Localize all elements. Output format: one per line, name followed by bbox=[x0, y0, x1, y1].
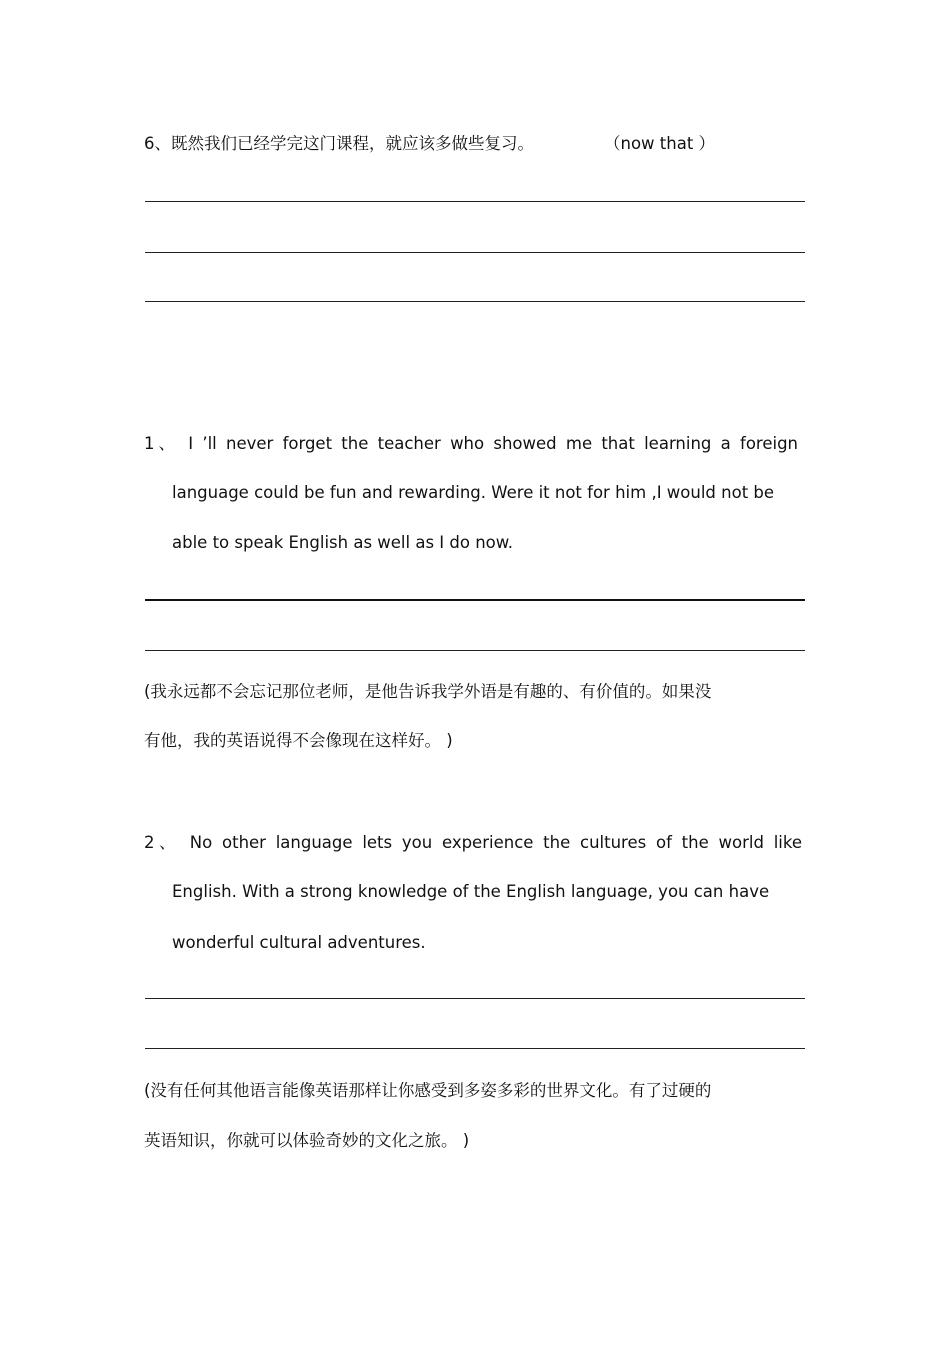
answer-line bbox=[145, 599, 805, 601]
answer-line bbox=[145, 650, 805, 651]
passage-1-translation-line-1: (我永远都不会忘记那位老师，是他告诉我学外语是有趣的、有价值的。如果没 bbox=[144, 682, 712, 701]
passage-2-line-3: wonderful cultural adventures. bbox=[172, 933, 426, 952]
passage-2-line-2: English. With a strong knowledge of the English language, you can have bbox=[172, 882, 770, 901]
passage-1-line-2: language could be fun and rewarding. Were it not for him ,I would not be bbox=[172, 483, 775, 502]
passage-1-translation-line-2: 有他，我的英语说得不会像现在这样好。 ) bbox=[144, 731, 453, 750]
passage-1-line-1: 1、 I ’ll never forget the teacher who showed me that learning a foreign bbox=[144, 434, 798, 453]
passage-2-line-1: 2、 No other language lets you experience the cultures of the world like bbox=[144, 833, 802, 852]
passage-1-line-3: able to speak English as well as I do now. bbox=[172, 533, 513, 552]
answer-line bbox=[145, 201, 805, 202]
answer-line bbox=[145, 1048, 805, 1049]
answer-line bbox=[145, 998, 805, 999]
answer-line bbox=[145, 252, 805, 253]
passage-2-translation-line-1: (没有任何其他语言能像英语那样让你感受到多姿多彩的世界文化。有了过硬的 bbox=[144, 1081, 712, 1100]
passage-2-translation-line-2: 英语知识，你就可以体验奇妙的文化之旅。 ) bbox=[144, 1131, 470, 1150]
answer-line bbox=[145, 301, 805, 302]
question-6-prompt: 6、既然我们已经学完这门课程，就应该多做些复习。 bbox=[144, 134, 534, 153]
question-6-hint: （now that ） bbox=[604, 134, 716, 153]
